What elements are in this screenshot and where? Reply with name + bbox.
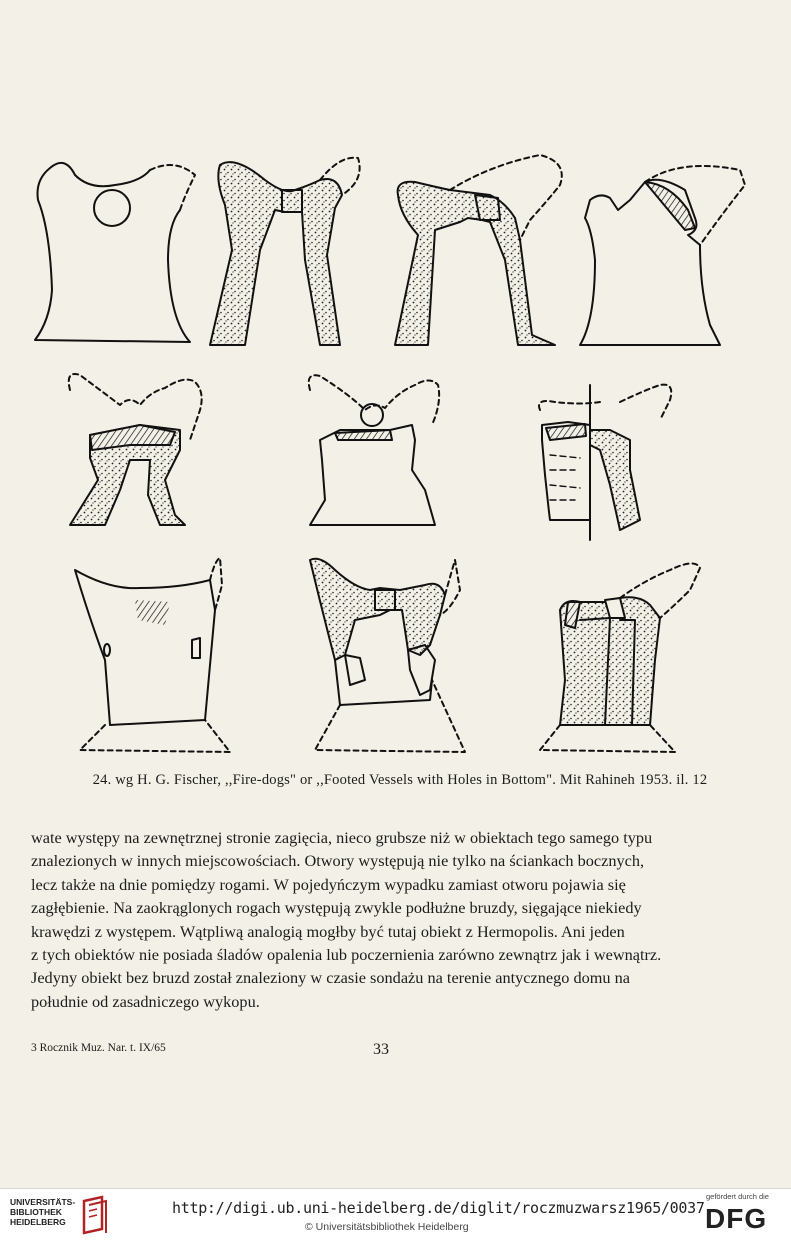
document-url-link[interactable]: http://digi.ub.uni-heidelberg.de/diglit/roczmuzwarsz1965/0037 bbox=[172, 1199, 705, 1217]
drawing-row2-2 bbox=[309, 375, 439, 525]
drawing-row1-2 bbox=[210, 158, 360, 345]
footnote: 3 Rocznik Muz. Nar. t. IX/65 bbox=[31, 1042, 166, 1054]
drawing-row2-1 bbox=[69, 374, 202, 525]
library-logo-icon[interactable] bbox=[80, 1195, 110, 1235]
drawing-row1-4 bbox=[580, 166, 745, 345]
body-line: znalezionych w innych miejscowościach. Otwory występują nie tylko na ściankach bocznych, bbox=[31, 851, 645, 871]
dfg-logo[interactable]: DFG bbox=[705, 1203, 768, 1234]
drawing-row2-3 bbox=[539, 385, 671, 540]
library-logo-text[interactable]: UNIVERSITÄTS- BIBLIOTHEK HEIDELBERG bbox=[10, 1197, 76, 1227]
body-line: Jedyny obiekt bez bruzd został znaleziony w czasie sondażu na terenie antycznego domu na bbox=[31, 968, 631, 988]
body-line: krawędzi z występem. Wątpliwą analogią mogłby być tutaj obiekt z Hermopolis. Ani jeden bbox=[31, 921, 625, 941]
page-number: 33 bbox=[373, 1041, 389, 1058]
drawing-row3-2 bbox=[310, 559, 465, 752]
figure-caption: 24. wg H. G. Fischer, ,,Fire-dogs" or ,,Footed Vessels with Holes in Bottom". Mit Rahineh 1953. il. 12 bbox=[92, 772, 708, 788]
body-paragraph bbox=[31, 826, 753, 1013]
body-line: wate występy na zewnętrznej stronie zagięcia, nieco grubsze niż w obiektach tego samego typu bbox=[31, 828, 653, 847]
copyright-notice: © Universitätsbibliothek Heidelberg bbox=[305, 1221, 469, 1233]
body-line: zagłębienie. Na zaokrąglonych rogach występują zwykle podłużne bruzdy, sięgające niekiedy bbox=[31, 898, 642, 918]
viewer-footer bbox=[0, 1188, 791, 1245]
drawing-row1-1 bbox=[35, 163, 195, 342]
body-line: południe od zasadniczego wykopu. bbox=[31, 991, 260, 1011]
body-line: z tych obiektów nie posiada śladów opalenia lub poczernienia zarówno zewnątrz jak i wewnątrz. bbox=[31, 945, 662, 965]
drawing-row3-3 bbox=[540, 563, 700, 752]
drawing-row3-1 bbox=[75, 558, 230, 752]
funding-note: gefördert durch die bbox=[706, 1192, 769, 1201]
figure-fire-dogs-drawings bbox=[20, 140, 780, 765]
drawing-row1-3 bbox=[395, 155, 562, 345]
body-line: lecz także na dnie pomiędzy rogami. W pojedyńczym wypadku zamiast otworu pojawia się bbox=[31, 874, 626, 894]
